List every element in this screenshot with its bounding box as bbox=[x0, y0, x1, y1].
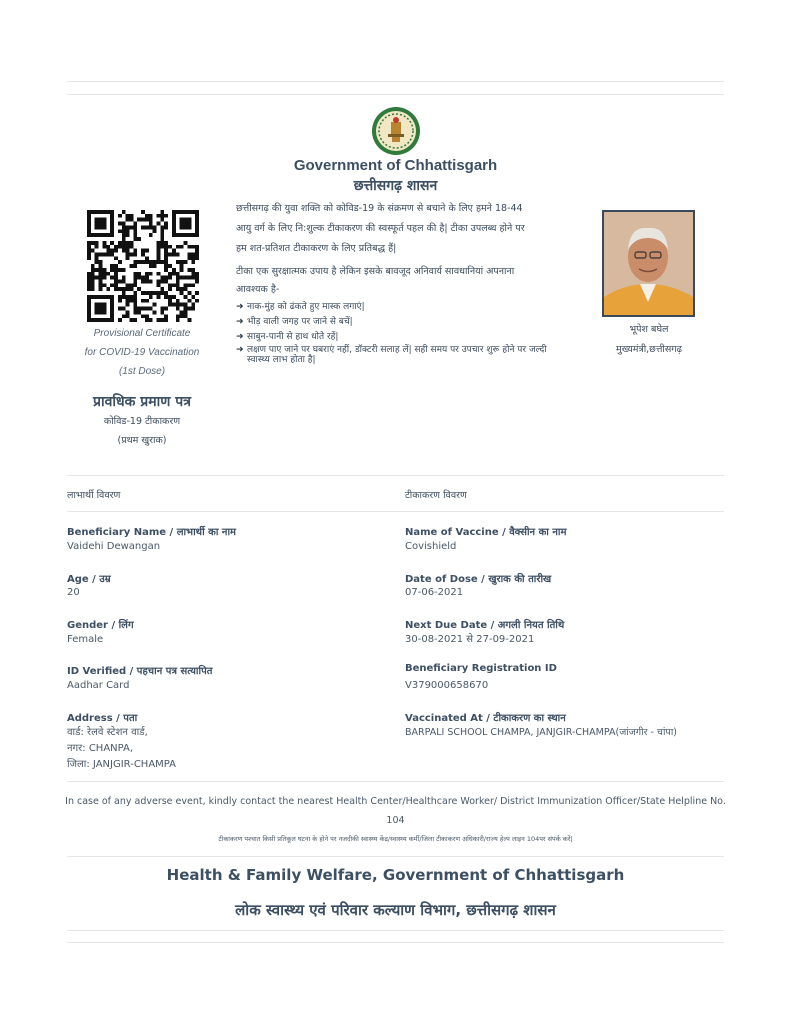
precautions-list bbox=[236, 300, 556, 365]
address-label: Address / पता bbox=[67, 713, 138, 724]
arrow-right-icon: ➜ bbox=[236, 302, 244, 312]
qr-code-icon bbox=[87, 210, 199, 322]
message-line: हम शत-प्रतिशत टीकाकरण के लिए प्रतिबद्ध हैं| bbox=[236, 243, 397, 254]
department-title-en: Health & Family Welfare, Government of Chhattisgarh bbox=[166, 866, 625, 884]
adverse-event-notice: In case of any adverse event, kindly contact the nearest Health Center/Healthcare Worker/ District Immunization Officer/State Helpline No. bbox=[65, 796, 726, 807]
dose-date-value: 07-06-2021 bbox=[405, 587, 464, 598]
age-label: Age / उम्र bbox=[67, 574, 111, 585]
provisional-certificate-line1: Provisional Certificate bbox=[93, 328, 191, 339]
portrait-image bbox=[604, 212, 693, 315]
bottom-divider bbox=[67, 930, 724, 931]
address-line: जिला: JANJGIR-CHAMPA bbox=[67, 759, 177, 770]
beneficiary-name-value: Vaidehi Dewangan bbox=[67, 541, 161, 552]
helpline-number: 104 bbox=[386, 815, 405, 826]
arrow-right-icon: ➜ bbox=[236, 317, 244, 327]
vaccinated-at-label: Vaccinated At / टीकाकरण का स्थान bbox=[405, 713, 566, 724]
footer-divider-2 bbox=[67, 856, 724, 857]
certificate-dose-hi: (प्रथम खुराक) bbox=[117, 435, 167, 446]
beneficiary-name-label: Beneficiary Name / लाभार्थी का नाम bbox=[67, 527, 237, 538]
list-item: ➜ साबुन-पानी से हाथ धोते रहें| bbox=[236, 330, 556, 345]
details-divider bbox=[67, 511, 724, 512]
government-title-en: Government of Chhattisgarh bbox=[293, 157, 498, 174]
age-value: 20 bbox=[67, 587, 80, 598]
next-due-date-label: Next Due Date / अगली नियत तिथि bbox=[405, 620, 565, 631]
arrow-right-icon: ➜ bbox=[236, 332, 244, 342]
top-divider-2 bbox=[67, 94, 724, 95]
list-item: ➜ नाक-मुंह को ढंकते हुए मास्क लगाएं| bbox=[236, 300, 556, 315]
certificate-subtitle-hi: कोविड-19 टीकाकरण bbox=[103, 416, 181, 427]
chief-minister-name: भूपेश बघेल bbox=[629, 324, 669, 335]
next-due-date-value: 30-08-2021 से 27-09-2021 bbox=[405, 634, 535, 645]
adverse-event-notice-hi: टीकाकरण पश्चात किसी प्रतिकूल घटना के होने पर नजदीकी स्वास्थ्य केंद्र/स्वास्थ्य कर्मी/जिला टीकाकरण अधिकारी/राज्य हेल्प लाइन 104पर संपर्क करें| bbox=[218, 835, 573, 843]
bottom-divider-2 bbox=[67, 942, 724, 943]
address-line: वार्ड: रेलवे स्टेशन वार्ड, bbox=[67, 727, 148, 738]
dose-date-label: Date of Dose / खुराक की तारीख bbox=[405, 574, 552, 585]
provisional-certificate-dose: (1st Dose) bbox=[118, 366, 166, 377]
gender-label: Gender / लिंग bbox=[67, 620, 134, 631]
top-divider bbox=[67, 81, 724, 82]
message-line: आयु वर्ग के लिए नि:शुल्क टीकाकरण की स्वस्फूर्त पहल की है| टीका उपलब्ध होने पर bbox=[236, 223, 525, 234]
arrow-right-icon: ➜ bbox=[236, 345, 244, 355]
vaccinated-at-value: BARPALI SCHOOL CHAMPA, JANJGIR-CHAMPA(जांजगीर - चांपा) bbox=[405, 727, 677, 738]
beneficiary-details-heading: लाभार्थी विवरण bbox=[67, 490, 121, 501]
government-title-hi: छत्तीसगढ़ शासन bbox=[353, 178, 438, 194]
vaccine-name-label: Name of Vaccine / वैक्सीन का नाम bbox=[405, 527, 567, 538]
vaccine-name-value: Covishield bbox=[405, 541, 457, 552]
message-paragraph-2 bbox=[236, 262, 556, 298]
list-item: ➜ भीड़ वाली जगह पर जाने से बचें| bbox=[236, 315, 556, 330]
gender-value: Female bbox=[67, 634, 104, 645]
certificate-title-hi: प्रावधिक प्रमाण पत्र bbox=[93, 394, 191, 410]
registration-id-label: Beneficiary Registration ID bbox=[405, 663, 557, 674]
footer-divider bbox=[67, 781, 724, 782]
message-line: आवश्यक है- bbox=[236, 284, 280, 295]
message-line: छत्तीसगढ़ की युवा शक्ति को कोविड-19 के संक्रमण से बचाने के लिए हमने 18-44 bbox=[236, 203, 523, 214]
id-verified-label: ID Verified / पहचान पत्र सत्यापित bbox=[67, 666, 213, 677]
chief-minister-photo bbox=[602, 210, 695, 317]
provisional-certificate-line2: for COVID-19 Vaccination bbox=[84, 347, 200, 358]
section-divider bbox=[67, 475, 724, 476]
id-verified-value: Aadhar Card bbox=[67, 680, 130, 691]
chief-minister-title: मुख्यमंत्री,छत्तीसगढ़ bbox=[616, 344, 682, 355]
state-emblem-icon bbox=[371, 106, 421, 156]
message-line: टीका एक सुरक्षात्मक उपाय है लेकिन इसके बावजूद अनिवार्य सावधानियां अपनाना bbox=[236, 266, 515, 277]
registration-id-value: V379000658670 bbox=[405, 680, 489, 691]
vaccination-details-heading: टीकाकरण विवरण bbox=[405, 490, 467, 501]
address-line: नगर: CHANPA, bbox=[67, 743, 134, 754]
department-title-hi: लोक स्वास्थ्य एवं परिवार कल्याण विभाग, छत्तीसगढ़ शासन bbox=[235, 901, 556, 919]
list-item: ➜ लक्षण पाए जाने पर घबराएं नहीं, डॉक्टरी सलाह लें| सही समय पर उपचार शुरू होने पर जल्दी स्वास्थ्य लाभ होता है| bbox=[236, 345, 547, 365]
message-paragraph-1 bbox=[236, 199, 556, 259]
